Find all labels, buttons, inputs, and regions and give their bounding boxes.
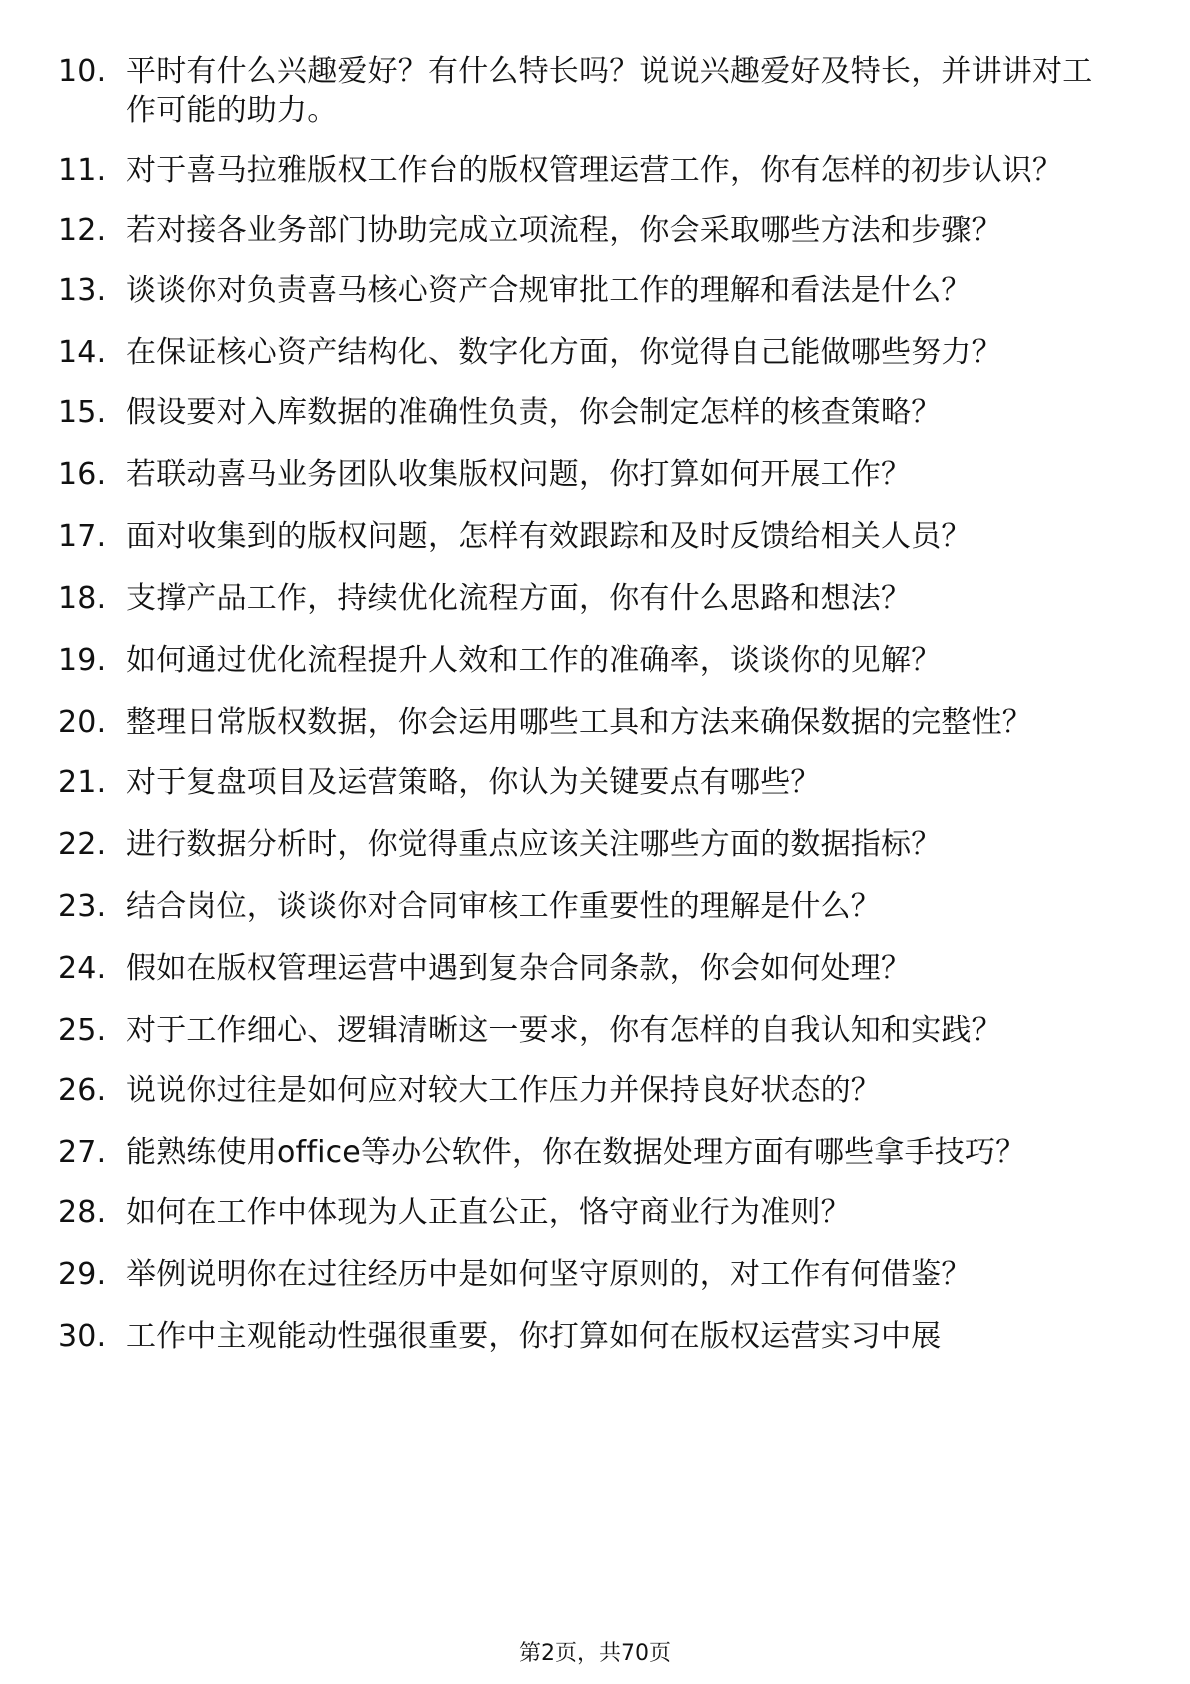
question-item xyxy=(58,579,1118,618)
question-item xyxy=(58,1255,1118,1294)
question-number: 13. xyxy=(58,273,107,308)
question-text: 支撑产品工作，持续优化流程方面，你有什么思路和想法？ xyxy=(126,581,912,616)
question-text: 如何在工作中体现为人正直公正，恪守商业行为准则？ xyxy=(126,1195,851,1230)
question-text: 若对接各业务部门协助完成立项流程，你会采取哪些方法和步骤？ xyxy=(126,213,1002,248)
question-text: 对于工作细心、逻辑清晰这一要求，你有怎样的自我认知和实践？ xyxy=(126,1013,1002,1048)
question-number: 26. xyxy=(58,1073,107,1108)
question-text: 工作中主观能动性强很重要，你打算如何在版权运营实习中展 xyxy=(126,1319,942,1354)
question-text: 举例说明你在过往经历中是如何坚守原则的，对工作有何借鉴？ xyxy=(126,1257,972,1292)
question-item xyxy=(58,393,1118,432)
page-footer: 第2页，共70页 xyxy=(519,1641,671,1666)
question-item xyxy=(58,1317,1118,1356)
question-number: 11. xyxy=(58,153,107,188)
question-number: 27. xyxy=(58,1135,107,1170)
question-number: 29. xyxy=(58,1257,107,1292)
question-number: 20. xyxy=(58,705,107,740)
question-number: 17. xyxy=(58,519,107,554)
question-text: 能熟练使用office等办公软件，你在数据处理方面有哪些拿手技巧？ xyxy=(126,1135,1026,1170)
question-number: 10. xyxy=(58,54,107,89)
question-text: 在保证核心资产结构化、数字化方面，你觉得自己能做哪些努力？ xyxy=(126,335,1002,370)
question-number: 12. xyxy=(58,213,107,248)
question-item xyxy=(58,1133,1118,1172)
question-number: 22. xyxy=(58,827,107,862)
question-item xyxy=(58,1193,1118,1232)
question-number: 30. xyxy=(58,1319,107,1354)
question-text: 谈谈你对负责喜马核心资产合规审批工作的理解和看法是什么？ xyxy=(126,273,972,308)
question-item xyxy=(58,517,1118,556)
question-text: 平时有什么兴趣爱好？有什么特长吗？说说兴趣爱好及特长，并讲讲对工作可能的助力。 xyxy=(126,54,1093,128)
question-text: 假如在版权管理运营中遇到复杂合同条款，你会如何处理？ xyxy=(126,951,912,986)
question-text: 整理日常版权数据，你会运用哪些工具和方法来确保数据的完整性？ xyxy=(126,705,1032,740)
question-number: 24. xyxy=(58,951,107,986)
question-text: 面对收集到的版权问题，怎样有效跟踪和及时反馈给相关人员？ xyxy=(126,519,972,554)
question-text: 说说你过往是如何应对较大工作压力并保持良好状态的？ xyxy=(126,1073,881,1108)
question-item xyxy=(58,333,1118,372)
question-text: 假设要对入库数据的准确性负责，你会制定怎样的核查策略？ xyxy=(126,395,942,430)
question-number: 19. xyxy=(58,643,107,678)
question-text: 对于复盘项目及运营策略，你认为关键要点有哪些？ xyxy=(126,765,821,800)
question-number: 14. xyxy=(58,335,107,370)
question-text: 进行数据分析时，你觉得重点应该关注哪些方面的数据指标？ xyxy=(126,827,942,862)
question-item xyxy=(58,825,1118,864)
question-item xyxy=(58,763,1118,802)
question-item xyxy=(58,455,1118,494)
question-item xyxy=(58,52,1118,130)
question-item xyxy=(58,949,1118,988)
question-list xyxy=(58,52,1118,1379)
question-item xyxy=(58,1071,1118,1110)
question-item xyxy=(58,887,1118,926)
question-number: 18. xyxy=(58,581,107,616)
question-text: 对于喜马拉雅版权工作台的版权管理运营工作，你有怎样的初步认识？ xyxy=(126,153,1063,188)
question-item xyxy=(58,211,1118,250)
question-text: 如何通过优化流程提升人效和工作的准确率，谈谈你的见解？ xyxy=(126,643,942,678)
question-number: 15. xyxy=(58,395,107,430)
question-number: 16. xyxy=(58,457,107,492)
question-item xyxy=(58,1011,1118,1050)
question-item xyxy=(58,703,1118,742)
question-number: 25. xyxy=(58,1013,107,1048)
question-text: 结合岗位，谈谈你对合同审核工作重要性的理解是什么？ xyxy=(126,889,881,924)
question-item xyxy=(58,641,1118,680)
question-text: 若联动喜马业务团队收集版权问题，你打算如何开展工作？ xyxy=(126,457,912,492)
question-number: 21. xyxy=(58,765,107,800)
question-item xyxy=(58,151,1118,190)
question-number: 23. xyxy=(58,889,107,924)
question-number: 28. xyxy=(58,1195,107,1230)
question-item xyxy=(58,271,1118,310)
